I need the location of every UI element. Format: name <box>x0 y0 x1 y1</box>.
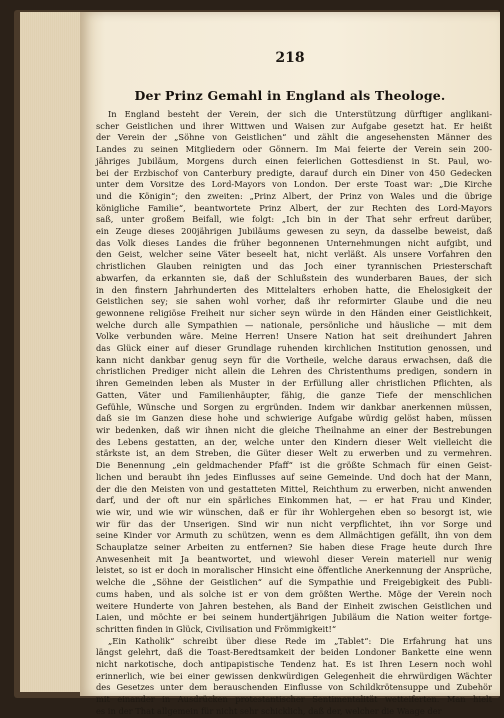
text-line: weitere Hunderte von Jahren bestehen, als Band der Einheit zwischen Geistlichen und <box>96 600 492 611</box>
text-line: es in der That allgemein für nicht sehr schicklich, daß der, welcher die Waage der <box>96 705 442 716</box>
text-line: Schauplatze seiner Arbeiten zu entfernen? Sie haben diese Frage heute durch Ihre <box>96 542 492 553</box>
text-line: saß, unter großem Beifall, wie folgt: „Ich bin in der That sehr erfreut darüber, <box>96 214 492 225</box>
text-line: leistet, so ist er doch in moralischer Hinsicht eine öffentliche Anerkennung der Ansprüche, <box>96 565 492 576</box>
text-line: welche die „Söhne der Geistlichen“ auf die Sympathie und Freigebigkeit des Publi- <box>96 577 492 588</box>
text-line: mit einander in Ausdrücken protestantischer Sentimentalität wetteiferten. Man hielt <box>96 694 492 705</box>
text-line: cums haben, und als solche ist er von dem größten Werthe. Möge der Verein noch <box>96 588 492 599</box>
text-line: den Geist, welcher seine Väter beseelt hat, nicht verläßt. Als unsere Vorfahren den <box>96 249 492 260</box>
text-line: des Lebens gestatten, an der, welche unter den Kindern dieser Welt vielleicht die <box>96 436 492 447</box>
text-line: darf, und der oft nur ein spärliches Einkommen hat, — er hat Frau und Kinder, <box>96 495 492 506</box>
text-line: wir bedenken, daß wir ihnen nicht die gleiche Theilnahme an einer der Bestrebungen <box>96 424 492 435</box>
text-line: bei der Erzbischof von Canterbury predigte, darauf durch ein Diner von 450 Gedecken <box>96 167 492 178</box>
text-line: in den finstern Jahrhunderten des Mittelalters erhoben hatte, die Ehelosigkeit der <box>96 284 492 295</box>
text-line: nicht narkotische, doch antipapistische Tendenz hat. Es ist Ihren Lesern noch wohl <box>96 659 492 670</box>
text-line: der Verein der „Söhne von Geistlichen“ und zählt die angesehensten Männer des <box>96 132 492 143</box>
text-line: wir für das der Unserigen. Sind wir nun nicht verpflichtet, ihn vor Sorge und <box>96 518 492 529</box>
text-line: Geistlichen sey; sie sahen wohl vorher, daß ihr reformirter Glaube und die neu <box>96 296 492 307</box>
text-line: christlichen Glauben reinigten und das Joch einer tyrannischen Priesterschaft <box>96 261 492 272</box>
text-line: wie wir, und wie wir wünschen, daß er für ihr Wohlergehen eben so besorgt ist, wie <box>96 506 492 517</box>
book-page <box>80 12 500 716</box>
text-line: lichen und beraubt ihn jedes Einflusses auf seine Gemeinde. Und doch hat der Mann, <box>96 471 492 482</box>
text-line: königliche Familie“, beantwortete Prinz Albert, der zur Rechten des Lord-Mayors <box>96 202 492 213</box>
text-line: „Ein Katholik“ schreibt über diese Rede im „Tablet“: Die Erfahrung hat uns <box>108 635 492 646</box>
text-line: das Glück einer auf dieser Grundlage ruhenden kirchlichen Institution genossen, und <box>96 343 492 354</box>
text-line: Die Benennung „ein geldmachender Pfaff“ ist die größte Schmach für einen Geist- <box>96 460 492 471</box>
text-line: Gatten, Väter und Familienhäupter, fähig, die ganze Tiefe der menschlichen <box>96 389 492 400</box>
text-line: und die Königin“; den zweiten: „Prinz Albert, der Prinz von Wales und die übrige <box>96 190 492 201</box>
text-line: Landes zu seinen Mitgliedern oder Gönnern. Im Mai feierte der Verein sein 200- <box>96 144 492 155</box>
text-line: Volke verbunden wäre. Meine Herren! Unsere Nation hat seit dreihundert Jahren <box>96 331 492 342</box>
text-line: unter dem Vorsitze des Lord-Mayors von London. Der erste Toast war: „Die Kirche <box>96 179 492 190</box>
text-line: daß sie im Ganzen diese hohe und schwierige Aufgabe würdig gelöst haben, müssen <box>96 413 492 424</box>
page-number: 218 <box>275 50 305 66</box>
article-heading: Der Prinz Gemahl in England als Theologe. <box>134 88 446 103</box>
text-line: seine Kinder vor Armuth zu schützen, wenn es dem Allmächtigen gefällt, ihn von dem <box>96 530 492 541</box>
text-line: kann nicht dankbar genug seyn für die Vortheile, welche daraus erwachsen, daß die <box>96 354 492 365</box>
text-line: ihren Gemeinden leben als Muster in der Erfüllung aller christlichen Pflichten, als <box>96 378 492 389</box>
text-line: schritten finden in Glück, Civilisation und Frömmigkeit!“ <box>96 623 337 634</box>
text-line: längst gelehrt, daß die Toast-Beredtsamkeit der beiden Londoner Bankette eine wenn <box>96 647 492 658</box>
text-line: des Gesetzes unter dem berauschenden Einflusse von Schildkrötensuppe und Zubehör <box>96 682 492 693</box>
text-line: christlichen Prediger nicht allein die Lehren des Christenthums predigen, sondern in <box>96 366 492 377</box>
text-line: In England besteht der Verein, der sich die Unterstützung dürftiger anglikani- <box>108 109 492 119</box>
text-line: stärkste ist, an dem Streben, die Güter dieser Welt zu erwerben und zu vermehren. <box>96 448 492 459</box>
text-line: erinnerlich, wie bei einer gewissen denkwürdigen Gelegenheit die ehrwürdigen Wächter <box>96 670 492 681</box>
text-line: Anwesenheit mit Ja beantwortet, und wiewohl dieser Verein materiell nur wenig <box>96 553 492 564</box>
text-line: scher Geistlichen und ihrer Wittwen und Waisen zur Aufgabe gesetzt hat. Er heißt <box>96 120 492 131</box>
text-line: gewonnene religiöse Freiheit nur sicher seyn würde in den Händen einer Geistlichkeit, <box>96 307 492 318</box>
text-line: das Volk dieses Landes die früher begonnenen Unternehmungen nicht aufgibt, und <box>96 237 492 248</box>
text-line: Laien, und möchte er bei seinem hundertjährigen Jubiläum die Nation weiter fortge- <box>96 612 492 623</box>
text-line: welche durch alle Sympathien — nationale, persönliche und häusliche — mit dem <box>96 319 492 330</box>
text-line: abwarfen, da erkannten sie, daß der Schlußstein des wunderbaren Baues, der sich <box>96 272 492 283</box>
text-line: ein Zeuge dieses 200jährigen Jubiläums gewesen zu seyn, da dasselbe beweist, daß <box>96 226 492 237</box>
page-stack-edge <box>20 12 81 692</box>
text-line: der die den Meisten von und gestatteten Mittel, Reichthum zu erwerben, nicht anwenden <box>96 483 492 494</box>
article-body <box>96 109 492 718</box>
text-line: Gefühle, Wünsche und Sorgen zu ergründen. Indem wir dankbar anerkennen müssen, <box>96 401 492 412</box>
text-line: jähriges Jubiläum, Morgens durch einen feierlichen Gottesdienst in St. Paul, wo- <box>96 155 492 166</box>
